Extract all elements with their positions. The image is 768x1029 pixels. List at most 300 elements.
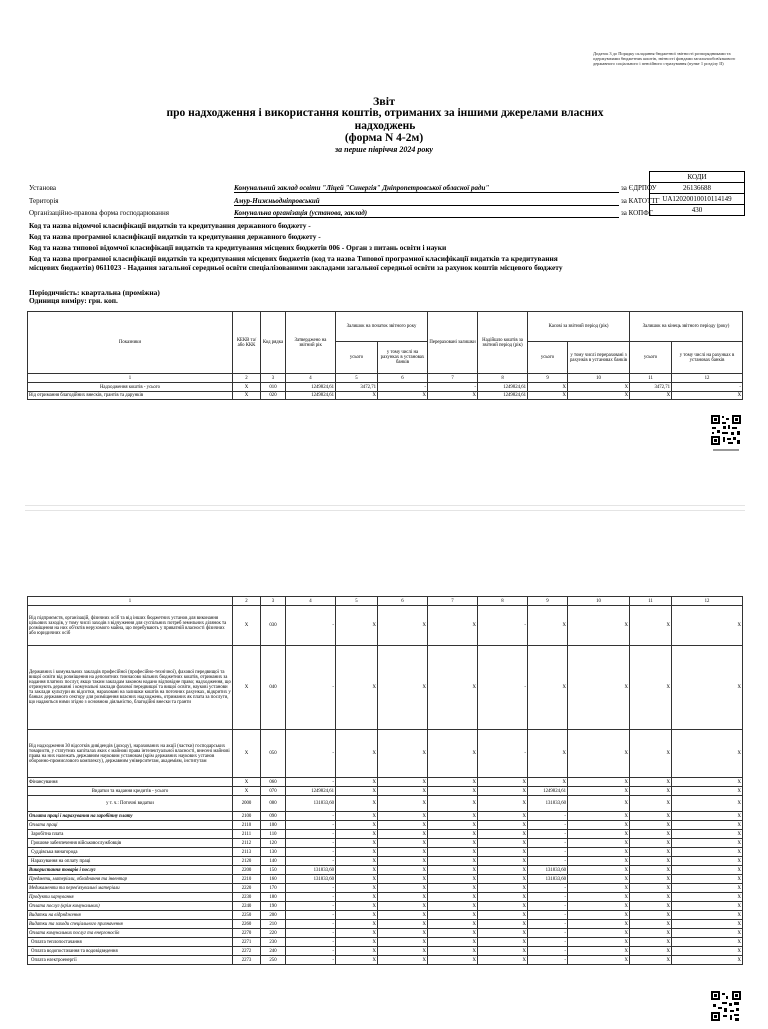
table-cell: 131833,60 bbox=[528, 866, 568, 875]
table-row bbox=[28, 830, 743, 839]
table-cell: 240 bbox=[261, 947, 286, 956]
table-cell: X bbox=[630, 902, 672, 911]
table-cell: - bbox=[286, 848, 336, 857]
table-cell: - bbox=[478, 606, 528, 646]
table-row bbox=[28, 875, 743, 884]
table-cell: X bbox=[568, 606, 630, 646]
table-cell: X bbox=[336, 857, 378, 866]
table-cell: X bbox=[568, 947, 630, 956]
table-row bbox=[28, 893, 743, 902]
table-cell: X bbox=[672, 787, 743, 796]
table-cell: X bbox=[428, 911, 478, 920]
table-row bbox=[28, 778, 743, 787]
table-cell: X bbox=[630, 884, 672, 893]
table-cell: 030 bbox=[261, 606, 286, 646]
table-cell: - bbox=[286, 778, 336, 787]
table-cell: X bbox=[378, 646, 428, 730]
periodicity: Періодичність: квартальна (проміжна) bbox=[29, 288, 160, 297]
row-label: Державних і комунальних закладів професійної (професійно-технічної), фахової передвищої та вищої освіти від розміщення на депозитних тимчасово вільних бюджетних коштів, отриманих за надання платних послуг, якщо таким закладам законом надано відповідне право; надходження, що отримують державні і комунальні заклади фахової передвищої та вищої освіти, наукові установи та заклади культури як відсотки, нараховані на залишки коштів на поточних рахунках, відкритих у банках державного сектору для розміщення власних надходжень, отриманих як плата за послуги, що надаються ними згідно з основною діяльністю, благодійні внески та гранти bbox=[28, 646, 233, 730]
table-cell: 131833,60 bbox=[528, 796, 568, 812]
row-label: Від отримання благодійних внесків, грантів та дарунків bbox=[28, 392, 233, 400]
table-cell: 120 bbox=[261, 839, 286, 848]
table-cell: X bbox=[630, 893, 672, 902]
table-cell: - bbox=[528, 893, 568, 902]
table-cell: X bbox=[672, 606, 743, 646]
table-row bbox=[28, 884, 743, 893]
column-number: 3 bbox=[261, 597, 286, 606]
codes-header: КОДИ bbox=[650, 172, 745, 183]
institution-label: Установа bbox=[29, 184, 57, 192]
katottg-label: за КАТОТТГ bbox=[621, 197, 660, 205]
table-cell: X bbox=[378, 392, 428, 400]
hdr-indicators: Показники bbox=[28, 312, 233, 374]
table-row bbox=[28, 938, 743, 947]
column-number: 9 bbox=[528, 374, 568, 383]
table-row bbox=[28, 947, 743, 956]
table-cell: - bbox=[286, 857, 336, 866]
table-cell: X bbox=[478, 796, 528, 812]
table-cell: X bbox=[568, 902, 630, 911]
table-row bbox=[28, 911, 743, 920]
table-cell: X bbox=[233, 730, 261, 778]
table-cell: - bbox=[528, 902, 568, 911]
table-cell: 2000 bbox=[233, 796, 261, 812]
table-cell: - bbox=[286, 893, 336, 902]
table-cell: 170 bbox=[261, 884, 286, 893]
table-cell: 2250 bbox=[233, 911, 261, 920]
table-cell: - bbox=[286, 947, 336, 956]
table-cell: X bbox=[672, 839, 743, 848]
table-cell: X bbox=[568, 911, 630, 920]
table-cell: 020 bbox=[261, 392, 286, 400]
code-katottg: UA12020010010114149 bbox=[650, 194, 745, 205]
table-cell: X bbox=[428, 938, 478, 947]
table-cell: 2220 bbox=[233, 884, 261, 893]
table-cell: - bbox=[286, 956, 336, 965]
table-cell: X bbox=[428, 956, 478, 965]
budget-line-2: Код та назва програмної класифікації видатків та кредитування державного бюджету - bbox=[29, 232, 321, 241]
table-cell: - bbox=[528, 884, 568, 893]
row-label: Нарахування на оплату праці bbox=[28, 857, 233, 866]
table-cell: 130 bbox=[261, 848, 286, 857]
table-cell: 230 bbox=[261, 938, 286, 947]
table-cell: - bbox=[528, 857, 568, 866]
table-cell: X bbox=[630, 911, 672, 920]
hdr-cash-expenses: Касові за звітний період (рік) bbox=[528, 312, 630, 342]
table-cell: X bbox=[568, 938, 630, 947]
table-cell: 1249824,61 bbox=[286, 383, 336, 392]
table-cell: 1249824,61 bbox=[286, 392, 336, 400]
form-value: Комунальна організація (установа, заклад) bbox=[234, 209, 619, 218]
table-cell: X bbox=[336, 956, 378, 965]
table-cell: 2120 bbox=[233, 857, 261, 866]
table-row bbox=[28, 956, 743, 965]
table-cell: X bbox=[428, 730, 478, 778]
page-divider bbox=[25, 505, 745, 511]
table-cell: 010 bbox=[261, 383, 286, 392]
column-number: 2 bbox=[233, 597, 261, 606]
report-table-part2 bbox=[27, 596, 743, 965]
row-label: Оплата електроенергії bbox=[28, 956, 233, 965]
table-cell: 131833,60 bbox=[286, 866, 336, 875]
column-number: 6 bbox=[378, 374, 428, 383]
table-cell: X bbox=[478, 911, 528, 920]
hdr-kekv: КЕКВ та/або ККК bbox=[233, 312, 261, 374]
table-cell: 210 bbox=[261, 920, 286, 929]
table-cell: 2230 bbox=[233, 893, 261, 902]
table-cell: 2272 bbox=[233, 947, 261, 956]
table-cell: 2112 bbox=[233, 839, 261, 848]
table-cell: X bbox=[428, 787, 478, 796]
table-row bbox=[28, 848, 743, 857]
table-cell: X bbox=[428, 866, 478, 875]
table-cell: 1249824,61 bbox=[528, 787, 568, 796]
column-number: 5 bbox=[336, 374, 378, 383]
table-cell: X bbox=[568, 929, 630, 938]
table-cell: - bbox=[478, 646, 528, 730]
table-cell: 090 bbox=[261, 812, 286, 821]
table-cell: X bbox=[428, 848, 478, 857]
code-edrpou: 26136688 bbox=[650, 183, 745, 194]
hdr-balance-start: Залишок на початок звітного року bbox=[336, 312, 428, 342]
report-table-part1 bbox=[27, 311, 743, 400]
table-cell: X bbox=[378, 848, 428, 857]
table-cell: X bbox=[630, 866, 672, 875]
table-cell: X bbox=[528, 383, 568, 392]
table-cell: X bbox=[672, 646, 743, 730]
table-cell: X bbox=[528, 606, 568, 646]
appendix-note: Додаток 3 до Порядку складання бюджетної звітності розпорядниками та одержувачами бюджетних коштів, звітності фондами загальнообов'язкового державного соціального і пенсійного страхування (пункт 1 розділу ІІ) bbox=[593, 51, 736, 67]
column-number: 10 bbox=[568, 597, 630, 606]
table-cell: X bbox=[428, 812, 478, 821]
table-row bbox=[28, 787, 743, 796]
table-cell: 1249824,61 bbox=[286, 787, 336, 796]
table-cell: - bbox=[528, 920, 568, 929]
table-cell: X bbox=[336, 821, 378, 830]
table-cell: X bbox=[478, 884, 528, 893]
table-cell: 2271 bbox=[233, 938, 261, 947]
table-cell: X bbox=[568, 830, 630, 839]
hdr-incl-transferred: у тому числі перераховані з рахунків в установах банків bbox=[568, 342, 630, 374]
column-number: 11 bbox=[630, 374, 672, 383]
table-cell: 080 bbox=[261, 796, 286, 812]
column-number: 12 bbox=[672, 597, 743, 606]
table-cell: X bbox=[336, 875, 378, 884]
table-cell: - bbox=[528, 821, 568, 830]
table-cell: 3472,71 bbox=[336, 383, 378, 392]
row-label: Оплата праці і нарахування на заробітну плату bbox=[28, 812, 233, 821]
table-cell: 100 bbox=[261, 821, 286, 830]
table-cell: X bbox=[378, 938, 428, 947]
edrpou-label: за ЄДРПОУ bbox=[621, 184, 657, 192]
table-cell: X bbox=[378, 920, 428, 929]
table-cell: - bbox=[428, 383, 478, 392]
column-number: 10 bbox=[568, 374, 630, 383]
table-cell: - bbox=[286, 920, 336, 929]
table-cell: X bbox=[428, 821, 478, 830]
table-cell: X bbox=[478, 938, 528, 947]
column-number: 3 bbox=[261, 374, 286, 383]
table-cell: X bbox=[630, 730, 672, 778]
table-cell: X bbox=[378, 796, 428, 812]
table-cell: X bbox=[336, 796, 378, 812]
hdr-total: усього bbox=[528, 342, 568, 374]
column-number: 4 bbox=[286, 597, 336, 606]
column-number: 1 bbox=[28, 374, 233, 383]
table-cell: - bbox=[286, 938, 336, 947]
table-cell: X bbox=[630, 778, 672, 787]
table-row bbox=[28, 730, 743, 778]
table-cell: X bbox=[336, 938, 378, 947]
table-cell: - bbox=[286, 911, 336, 920]
table-cell: X bbox=[568, 796, 630, 812]
table-cell: X bbox=[478, 821, 528, 830]
table-cell: X bbox=[672, 830, 743, 839]
table-cell: X bbox=[568, 848, 630, 857]
table-cell: X bbox=[428, 839, 478, 848]
table-cell: X bbox=[336, 830, 378, 839]
table-cell: X bbox=[568, 392, 630, 400]
table-cell: - bbox=[528, 839, 568, 848]
column-number: 2 bbox=[233, 374, 261, 383]
table-cell: X bbox=[378, 606, 428, 646]
table-cell: 2110 bbox=[233, 821, 261, 830]
table-cell: 2100 bbox=[233, 812, 261, 821]
row-label: Грошове забезпечення військовослужбовців bbox=[28, 839, 233, 848]
hdr-incl-banks: у тому числі на рахунках в установах банків bbox=[378, 342, 428, 374]
row-label: Фінансування bbox=[28, 778, 233, 787]
table-cell: X bbox=[428, 778, 478, 787]
codes-table bbox=[649, 171, 745, 216]
table-cell: 2240 bbox=[233, 902, 261, 911]
table-cell: 160 bbox=[261, 875, 286, 884]
table-cell: X bbox=[672, 956, 743, 965]
table-row bbox=[28, 606, 743, 646]
table-cell: 040 bbox=[261, 646, 286, 730]
hdr-transferred: Перераховані залишки bbox=[428, 312, 478, 374]
table-cell: X bbox=[378, 730, 428, 778]
column-number: 8 bbox=[478, 374, 528, 383]
table-cell: X bbox=[378, 857, 428, 866]
table-cell: X bbox=[568, 884, 630, 893]
table-cell: X bbox=[378, 875, 428, 884]
table-cell: - bbox=[528, 911, 568, 920]
table-cell: - bbox=[286, 646, 336, 730]
hdr-total: усього bbox=[336, 342, 378, 374]
table-cell: X bbox=[568, 857, 630, 866]
table-cell: X bbox=[630, 787, 672, 796]
table-cell: X bbox=[630, 947, 672, 956]
table-cell: X bbox=[630, 392, 672, 400]
table-cell: X bbox=[336, 866, 378, 875]
hdr-incl-banks: у тому числі на рахунках в установах банків bbox=[672, 342, 743, 374]
table-cell: X bbox=[672, 938, 743, 947]
table-cell: X bbox=[672, 392, 743, 400]
table-cell: X bbox=[478, 875, 528, 884]
table-cell: X bbox=[630, 812, 672, 821]
table-cell: X bbox=[336, 812, 378, 821]
table-row bbox=[28, 812, 743, 821]
table-cell: - bbox=[528, 830, 568, 839]
table-cell: 1249824,61 bbox=[478, 383, 528, 392]
table-cell: X bbox=[568, 778, 630, 787]
table-cell: X bbox=[672, 911, 743, 920]
table-cell: X bbox=[378, 830, 428, 839]
table-cell: X bbox=[630, 938, 672, 947]
table-row bbox=[28, 796, 743, 812]
table-cell: X bbox=[478, 778, 528, 787]
table-cell: 1249824,61 bbox=[478, 392, 528, 400]
table-cell: - bbox=[528, 812, 568, 821]
table-cell: - bbox=[528, 848, 568, 857]
table-cell: X bbox=[672, 857, 743, 866]
table-cell: X bbox=[478, 839, 528, 848]
table-row bbox=[28, 902, 743, 911]
kopfg-label: за КОПФГ bbox=[621, 209, 653, 217]
table-cell: X bbox=[428, 893, 478, 902]
table-cell: X bbox=[336, 730, 378, 778]
table-cell: - bbox=[286, 606, 336, 646]
table-cell: X bbox=[568, 839, 630, 848]
table-row bbox=[28, 929, 743, 938]
table-cell: X bbox=[378, 778, 428, 787]
column-number: 4 bbox=[286, 374, 336, 383]
table-cell: X bbox=[336, 920, 378, 929]
table-cell: 060 bbox=[261, 778, 286, 787]
table-cell: X bbox=[672, 778, 743, 787]
table-cell: X bbox=[378, 839, 428, 848]
table-cell: X bbox=[630, 839, 672, 848]
budget-line-1: Код та назва відомчої класифікації видатків та кредитування державного бюджету - bbox=[29, 221, 311, 230]
table-cell: X bbox=[528, 778, 568, 787]
table-cell: - bbox=[528, 956, 568, 965]
table-cell: X bbox=[630, 830, 672, 839]
table-row bbox=[28, 857, 743, 866]
table-cell: X bbox=[630, 920, 672, 929]
qr-code-icon bbox=[710, 414, 742, 456]
column-number: 12 bbox=[672, 374, 743, 383]
table-row bbox=[28, 866, 743, 875]
table-row bbox=[28, 392, 743, 400]
table-cell: X bbox=[478, 929, 528, 938]
table-cell: X bbox=[378, 893, 428, 902]
table-cell: X bbox=[630, 929, 672, 938]
column-number: 7 bbox=[428, 374, 478, 383]
table-cell: X bbox=[428, 947, 478, 956]
table-cell: X bbox=[378, 947, 428, 956]
report-period: за перше півріччя 2024 року bbox=[335, 145, 433, 154]
hdr-total: усього bbox=[630, 342, 672, 374]
table-cell: X bbox=[336, 787, 378, 796]
table-cell: X bbox=[478, 866, 528, 875]
table-cell: X bbox=[336, 839, 378, 848]
table-cell: X bbox=[672, 875, 743, 884]
table-row bbox=[28, 920, 743, 929]
table-cell: X bbox=[568, 893, 630, 902]
table-cell: X bbox=[478, 893, 528, 902]
table-cell: X bbox=[672, 730, 743, 778]
row-label: Видатки та заходи спеціального призначення bbox=[28, 920, 233, 929]
row-label: Видатки на відрядження bbox=[28, 911, 233, 920]
table-cell: X bbox=[336, 911, 378, 920]
table-cell: 2273 bbox=[233, 956, 261, 965]
row-label: Видатки та надання кредитів - усього bbox=[28, 787, 233, 796]
row-label: Оплата праці bbox=[28, 821, 233, 830]
table-cell: X bbox=[428, 902, 478, 911]
table-cell: - bbox=[286, 830, 336, 839]
table-cell: 2270 bbox=[233, 929, 261, 938]
row-label: Медикаменти та перев'язувальні матеріали bbox=[28, 884, 233, 893]
territory-label: Територія bbox=[29, 197, 59, 205]
table-cell: X bbox=[568, 383, 630, 392]
table-cell: X bbox=[672, 821, 743, 830]
table-cell: X bbox=[428, 929, 478, 938]
table-cell: 2260 bbox=[233, 920, 261, 929]
row-label: Оплата послуг (крім комунальних) bbox=[28, 902, 233, 911]
table-cell: X bbox=[336, 778, 378, 787]
table-cell: X bbox=[336, 646, 378, 730]
row-label: Оплата теплопостачання bbox=[28, 938, 233, 947]
table-row bbox=[28, 383, 743, 392]
table-cell: X bbox=[568, 920, 630, 929]
table-cell: X bbox=[478, 830, 528, 839]
table-cell: 3472,71 bbox=[630, 383, 672, 392]
table-cell: - bbox=[286, 730, 336, 778]
table-cell: X bbox=[428, 857, 478, 866]
table-cell: X bbox=[478, 956, 528, 965]
table-cell: X bbox=[428, 796, 478, 812]
table-cell: 250 bbox=[261, 956, 286, 965]
column-number: 7 bbox=[428, 597, 478, 606]
row-label: у т. ч.: Поточні видатки bbox=[28, 796, 233, 812]
table-cell: 131833,60 bbox=[286, 796, 336, 812]
column-numbers-row bbox=[28, 597, 743, 606]
row-label: Оплата комунальних послуг та енергоносіїв bbox=[28, 929, 233, 938]
table-cell: X bbox=[672, 947, 743, 956]
table-row bbox=[28, 839, 743, 848]
table-cell: X bbox=[428, 646, 478, 730]
table-cell: X bbox=[528, 646, 568, 730]
table-cell: X bbox=[630, 875, 672, 884]
table-cell: X bbox=[672, 884, 743, 893]
table-cell: X bbox=[233, 646, 261, 730]
table-cell: X bbox=[672, 902, 743, 911]
table-cell: 200 bbox=[261, 911, 286, 920]
table-cell: - bbox=[528, 938, 568, 947]
column-numbers-row bbox=[28, 374, 743, 383]
table-row bbox=[28, 646, 743, 730]
table-cell: 220 bbox=[261, 929, 286, 938]
table-cell: X bbox=[378, 884, 428, 893]
table-cell: X bbox=[630, 646, 672, 730]
table-cell: - bbox=[286, 902, 336, 911]
table-cell: X bbox=[478, 812, 528, 821]
table-cell: X bbox=[528, 392, 568, 400]
table-cell: - bbox=[478, 730, 528, 778]
form-label: Організаційно-правова форма господарювання bbox=[29, 209, 169, 217]
table-cell: X bbox=[378, 902, 428, 911]
hdr-row-code: Код рядка bbox=[261, 312, 286, 374]
table-cell: X bbox=[478, 902, 528, 911]
budget-line-3: Код та назва типової відомчої класифікації видатків та кредитування місцевих бюджетів 006 - Орган з питань освіти і науки bbox=[29, 243, 447, 252]
table-cell: - bbox=[378, 383, 428, 392]
table-cell: 070 bbox=[261, 787, 286, 796]
table-cell: X bbox=[568, 787, 630, 796]
table-row bbox=[28, 821, 743, 830]
table-cell: X bbox=[336, 902, 378, 911]
hdr-balance-end: Залишок на кінець звітного періоду (року) bbox=[630, 312, 743, 342]
table-cell: X bbox=[378, 812, 428, 821]
